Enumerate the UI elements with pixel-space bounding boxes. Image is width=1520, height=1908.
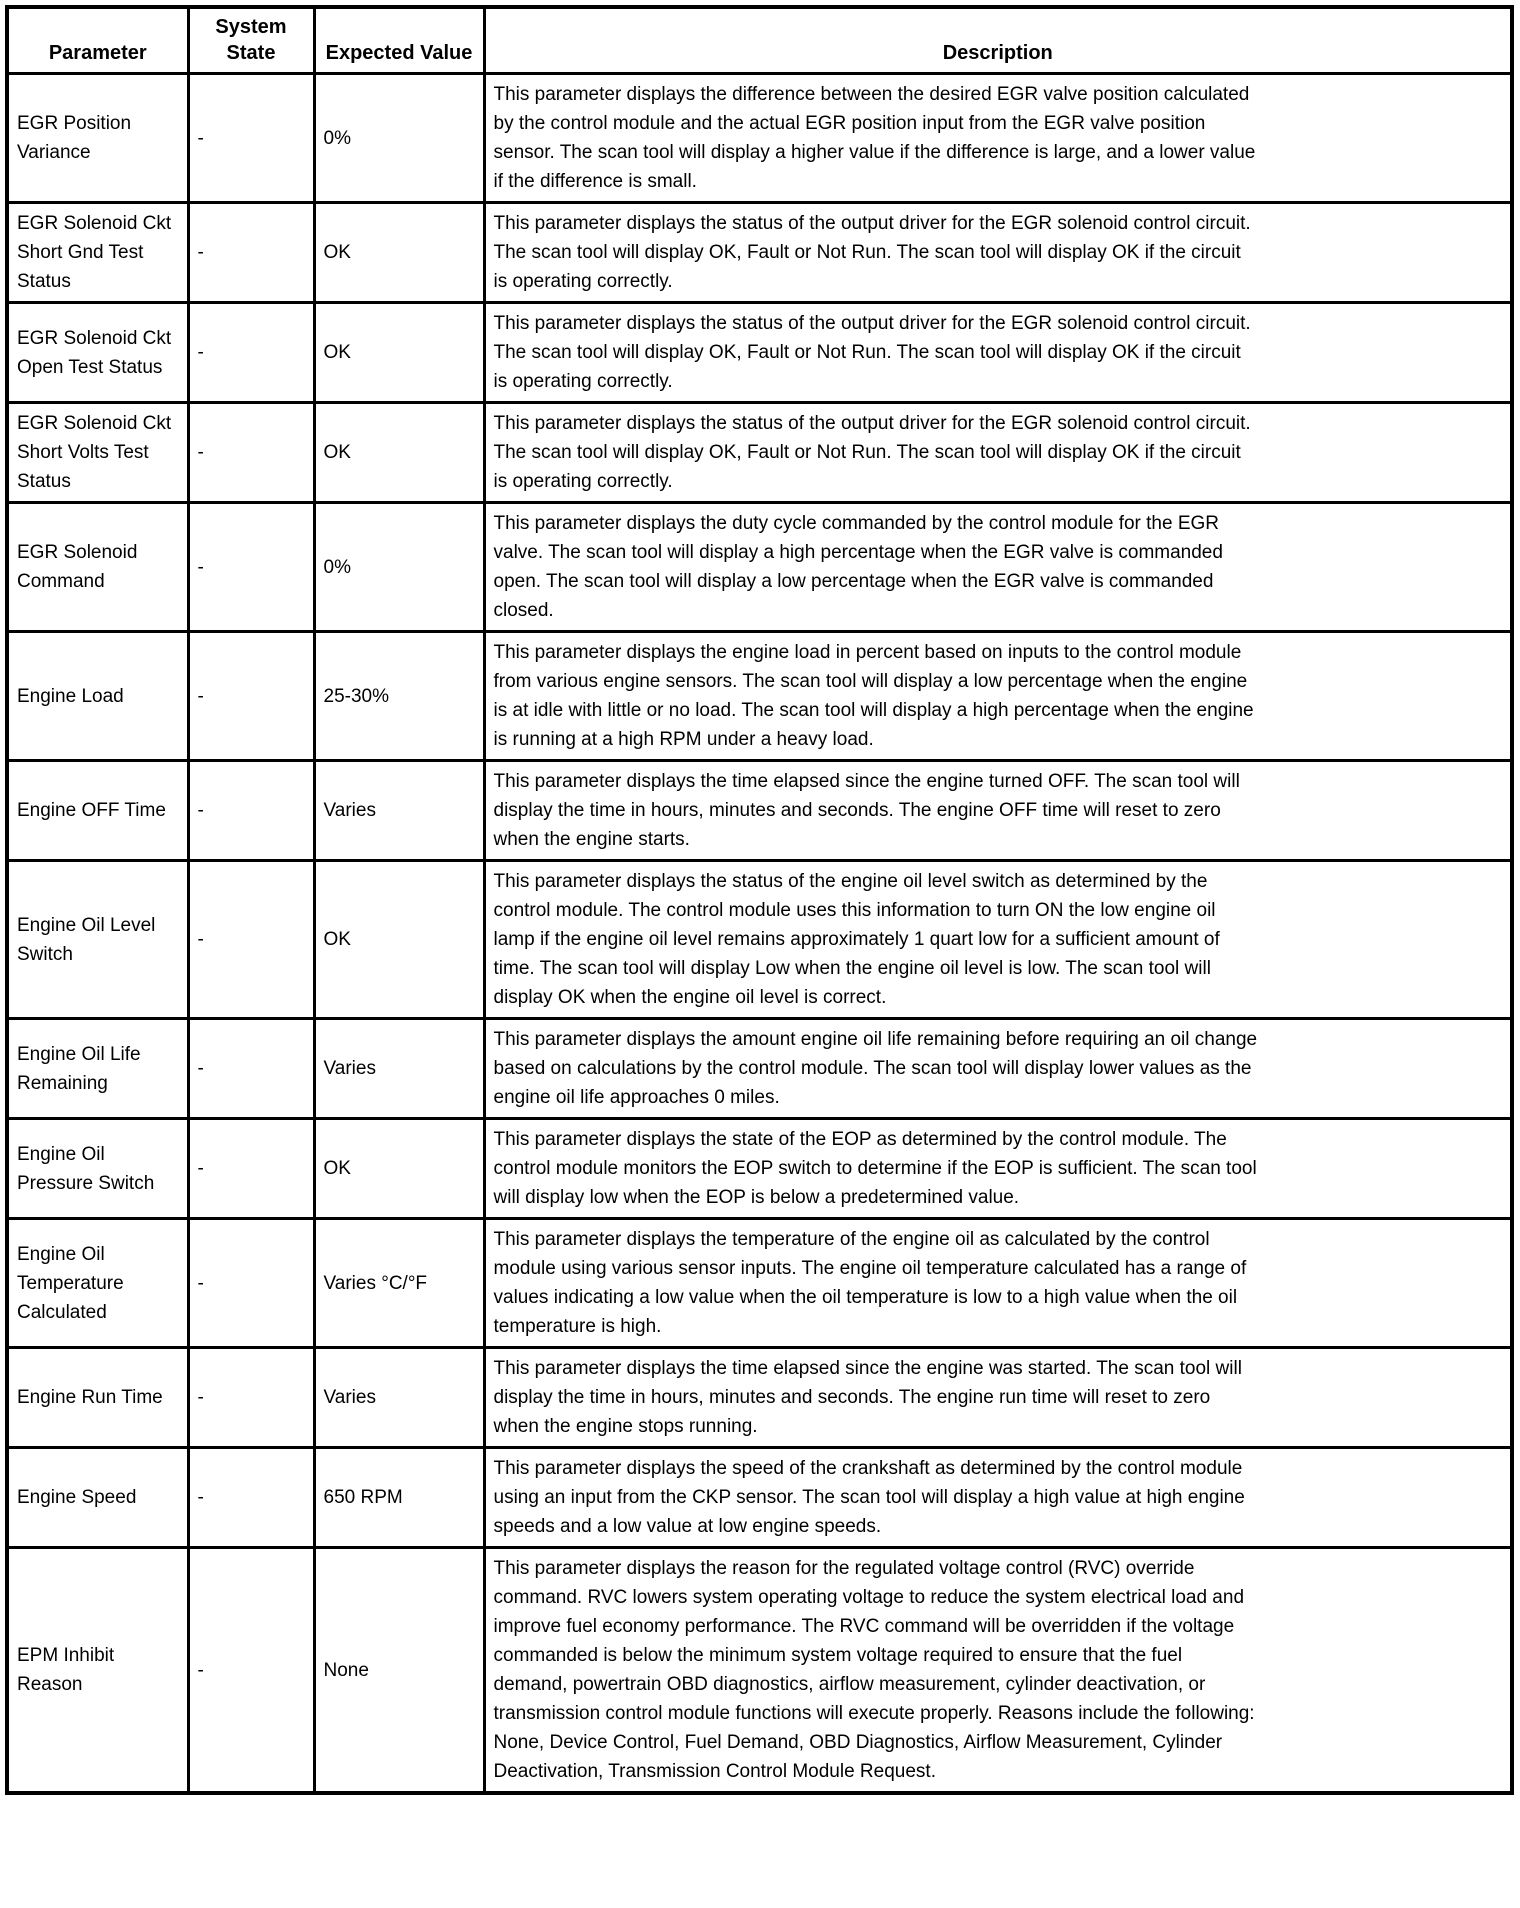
system-state-cell: - xyxy=(188,1119,314,1219)
description-text: This parameter displays the amount engine oil life remaining before requiring an oil change based on calculations by the control module. The scan tool will display lower values as the engine oil life approaches 0 miles. xyxy=(493,1029,1258,1108)
table-row xyxy=(7,632,1512,761)
system-state-cell: - xyxy=(188,761,314,861)
expected-value-cell: OK xyxy=(314,1119,484,1219)
description-text: This parameter displays the temperature of the engine oil as calculated by the control module using various sensor inputs. The engine oil temperature calculated has a range of values indicating a low value when the oil temperature is low to a high value when the oil temperature is high. xyxy=(493,1229,1247,1337)
scan-tool-parameter-table xyxy=(5,5,1514,1795)
expected-value-cell: 0% xyxy=(314,503,484,632)
system-state-cell: - xyxy=(188,632,314,761)
table-row xyxy=(7,861,1512,1019)
parameter-cell: Engine Oil Level Switch xyxy=(7,861,188,1019)
system-state-cell: - xyxy=(188,1348,314,1448)
expected-value-cell: 25-30% xyxy=(314,632,484,761)
parameter-cell: Engine Oil Life Remaining xyxy=(7,1019,188,1119)
table-row xyxy=(7,1019,1512,1119)
description-text: This parameter displays the speed of the crankshaft as determined by the control module using an input from the CKP sensor. The scan tool will display a high value at high engine speeds and a low value at low engine speeds. xyxy=(493,1458,1245,1537)
header-row xyxy=(7,7,1512,74)
table-row xyxy=(7,1219,1512,1348)
expected-value-cell: Varies °C/°F xyxy=(314,1219,484,1348)
system-state-cell: - xyxy=(188,861,314,1019)
table-row xyxy=(7,1119,1512,1219)
description-cell xyxy=(484,1019,1512,1119)
description-cell xyxy=(484,1219,1512,1348)
description-cell xyxy=(484,861,1512,1019)
description-text: This parameter displays the engine load in percent based on inputs to the control module from various engine sensors. The scan tool will display a low percentage when the engine is at idle with little or no load. The scan tool will display a high percentage when the engine is running at a high RPM under a heavy load. xyxy=(493,642,1254,750)
header-description: Description xyxy=(484,7,1512,74)
system-state-cell: - xyxy=(188,1448,314,1548)
system-state-cell: - xyxy=(188,1019,314,1119)
header-expected-value: Expected Value xyxy=(314,7,484,74)
description-cell xyxy=(484,1348,1512,1448)
description-text: This parameter displays the state of the EOP as determined by the control module. The control module monitors the EOP switch to determine if the EOP is sufficient. The scan tool will display low when the EOP is below a predetermined value. xyxy=(493,1129,1257,1208)
table-row xyxy=(7,203,1512,303)
expected-value-cell: Varies xyxy=(314,1348,484,1448)
system-state-cell: - xyxy=(188,203,314,303)
parameter-cell: Engine Oil Temperature Calculated xyxy=(7,1219,188,1348)
expected-value-cell: Varies xyxy=(314,761,484,861)
table-row xyxy=(7,303,1512,403)
parameter-cell: Engine OFF Time xyxy=(7,761,188,861)
description-cell xyxy=(484,1548,1512,1794)
description-cell xyxy=(484,203,1512,303)
description-cell xyxy=(484,303,1512,403)
table-row xyxy=(7,1348,1512,1448)
description-text: This parameter displays the reason for the regulated voltage control (RVC) override command. RVC lowers system operating voltage to reduce the system electrical load and improve fuel economy performance. The RVC command will be overridden if the voltage commanded is below the minimum system voltage required to ensure that the fuel demand, powertrain OBD diagnostics, airflow measurement, cylinder deactivation, or transmission control module functions will execute properly. Reasons include the following: None, Device Control, Fuel Demand, OBD Diagnostics, Airflow Measurement, Cylinder Deactivation, Transmission Control Module Request. xyxy=(493,1558,1255,1782)
description-cell xyxy=(484,1119,1512,1219)
parameter-cell: EGR Solenoid Ckt Short Gnd Test Status xyxy=(7,203,188,303)
expected-value-cell: OK xyxy=(314,203,484,303)
description-cell xyxy=(484,761,1512,861)
expected-value-cell: 0% xyxy=(314,74,484,203)
table-row xyxy=(7,403,1512,503)
parameter-cell: Engine Oil Pressure Switch xyxy=(7,1119,188,1219)
system-state-cell: - xyxy=(188,1219,314,1348)
description-text: This parameter displays the status of the output driver for the EGR solenoid control circuit. The scan tool will display OK, Fault or Not Run. The scan tool will display OK if the circuit is operating correctly. xyxy=(493,413,1251,492)
expected-value-cell: OK xyxy=(314,861,484,1019)
header-system-state: System State xyxy=(188,7,314,74)
table-row xyxy=(7,1548,1512,1794)
description-text: This parameter displays the time elapsed since the engine was started. The scan tool will display the time in hours, minutes and seconds. The engine run time will reset to zero when the engine stops running. xyxy=(493,1358,1242,1437)
table-row xyxy=(7,74,1512,203)
description-cell xyxy=(484,503,1512,632)
description-cell xyxy=(484,632,1512,761)
system-state-cell: - xyxy=(188,403,314,503)
parameter-cell: Engine Load xyxy=(7,632,188,761)
table-row xyxy=(7,503,1512,632)
description-text: This parameter displays the status of the engine oil level switch as determined by the control module. The control module uses this information to turn ON the low engine oil lamp if the engine oil level remains approximately 1 quart low for a sufficient amount of time. The scan tool will display Low when the engine oil level is low. The scan tool will display OK when the engine oil level is correct. xyxy=(493,871,1220,1008)
system-state-cell: - xyxy=(188,74,314,203)
description-cell xyxy=(484,1448,1512,1548)
parameter-cell: Engine Run Time xyxy=(7,1348,188,1448)
parameter-cell: EGR Position Variance xyxy=(7,74,188,203)
header-parameter: Parameter xyxy=(7,7,188,74)
parameter-cell: EGR Solenoid Ckt Short Volts Test Status xyxy=(7,403,188,503)
description-text: This parameter displays the status of the output driver for the EGR solenoid control circuit. The scan tool will display OK, Fault or Not Run. The scan tool will display OK if the circuit is operating correctly. xyxy=(493,213,1251,292)
system-state-cell: - xyxy=(188,503,314,632)
expected-value-cell: 650 RPM xyxy=(314,1448,484,1548)
parameter-cell: EPM Inhibit Reason xyxy=(7,1548,188,1794)
description-text: This parameter displays the difference between the desired EGR valve position calculated by the control module and the actual EGR position input from the EGR valve position sensor. The scan tool will display a higher value if the difference is large, and a lower value if the difference is small. xyxy=(493,84,1256,192)
description-cell xyxy=(484,74,1512,203)
system-state-cell: - xyxy=(188,1548,314,1794)
description-text: This parameter displays the time elapsed since the engine turned OFF. The scan tool will display the time in hours, minutes and seconds. The engine OFF time will reset to zero when the engine starts. xyxy=(493,771,1240,850)
description-text: This parameter displays the duty cycle commanded by the control module for the EGR valve. The scan tool will display a high percentage when the EGR valve is commanded open. The scan tool will display a low percentage when the EGR valve is commanded closed. xyxy=(493,513,1223,621)
parameter-cell: Engine Speed xyxy=(7,1448,188,1548)
description-cell xyxy=(484,403,1512,503)
expected-value-cell: None xyxy=(314,1548,484,1794)
expected-value-cell: OK xyxy=(314,403,484,503)
parameter-cell: EGR Solenoid Command xyxy=(7,503,188,632)
parameter-cell: EGR Solenoid Ckt Open Test Status xyxy=(7,303,188,403)
table-row xyxy=(7,761,1512,861)
expected-value-cell: Varies xyxy=(314,1019,484,1119)
table-row xyxy=(7,1448,1512,1548)
description-text: This parameter displays the status of the output driver for the EGR solenoid control circuit. The scan tool will display OK, Fault or Not Run. The scan tool will display OK if the circuit is operating correctly. xyxy=(493,313,1251,392)
system-state-cell: - xyxy=(188,303,314,403)
expected-value-cell: OK xyxy=(314,303,484,403)
